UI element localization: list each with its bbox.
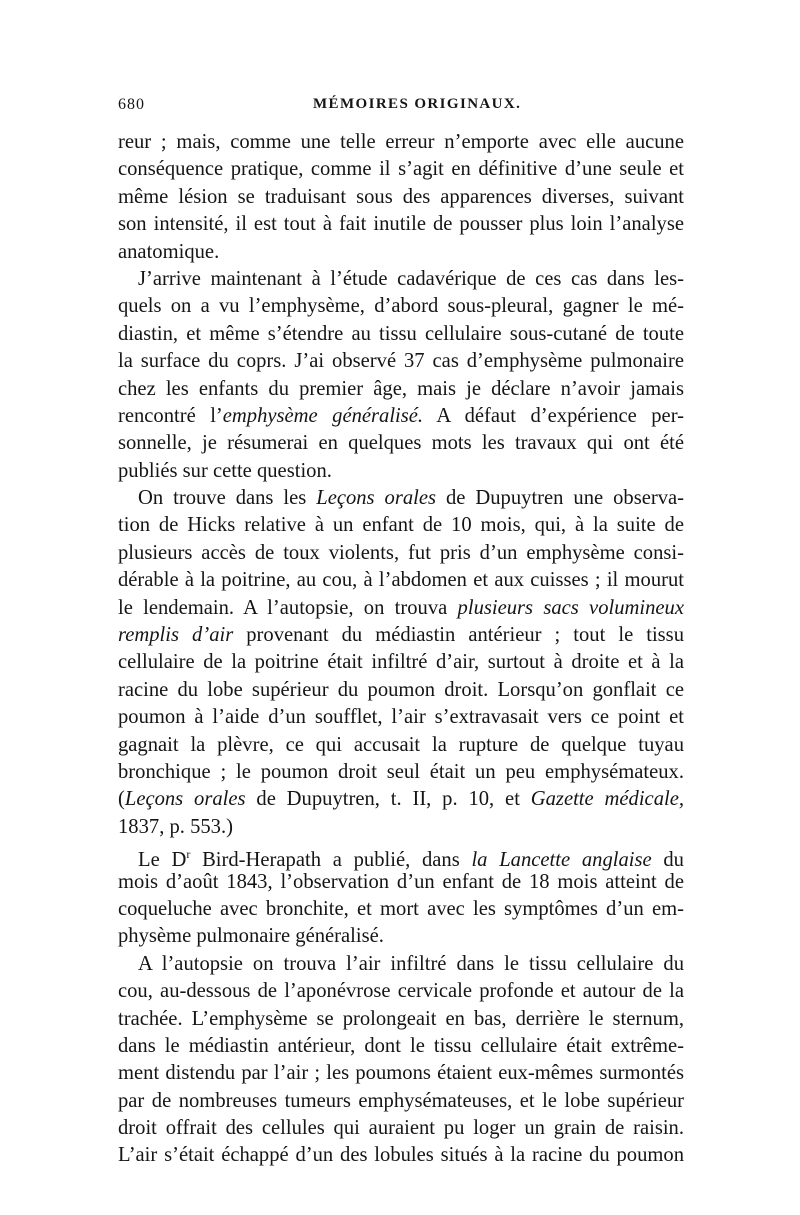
text-line: cellulaire de la poitrine était infiltré d’air, surtout à droite et à la bbox=[118, 651, 684, 674]
text-line: dans le médiastin antérieur, dont le tissu cellulaire était extrême- bbox=[118, 1034, 684, 1057]
text-line: gagnait la plèvre, ce qui accusait la rupture de quelque tuyau bbox=[118, 733, 684, 756]
text-line: la surface du coprs. J’ai observé 37 cas d’emphysème pulmonaire bbox=[118, 350, 684, 373]
text-segment: de Dupuytren, t. II, p. 10, et bbox=[245, 788, 531, 811]
body-text bbox=[118, 129, 684, 1170]
text-line: bronchique ; le poumon droit seul était un peu emphysémateux. bbox=[118, 760, 684, 783]
italic-term: Leçons orales bbox=[316, 487, 437, 510]
text-line: son intensité, il est tout à fait inutile de pousser plus loin l’analyse bbox=[118, 213, 684, 236]
text-segment: provenant du médiastin antérieur ; tout le tissu bbox=[233, 624, 684, 647]
text-line: A l’autopsie on trouva l’air infiltré dans le tissu cellulaire du bbox=[138, 952, 684, 975]
text-segment: On trouve dans les bbox=[138, 487, 317, 510]
text-line bbox=[118, 403, 684, 430]
text-line: quels on a vu l’emphysème, d’abord sous-pleural, gagner le mé- bbox=[118, 295, 684, 318]
text-line: ment distendu par l’air ; les poumons étaient eux-mêmes surmontés bbox=[118, 1062, 684, 1085]
text-line: 1837, p. 553.) bbox=[118, 815, 233, 838]
text-line: poumon à l’aide d’un soufflet, l’air s’extravasait vers ce point et bbox=[118, 706, 684, 729]
italic-term: emphysème généralisé. bbox=[222, 404, 424, 427]
text-segment: de Dupuytren une observa- bbox=[436, 487, 685, 510]
text-line: par de nombreuses tumeurs emphysémateuses, et le lobe supérieur bbox=[118, 1089, 684, 1112]
text-line: même lésion se traduisant sous des apparences diverses, suivant bbox=[118, 185, 684, 208]
text-line: conséquence pratique, comme il s’agit en définitive d’une seule et bbox=[118, 158, 684, 181]
italic-term: plusieurs sacs volumineux bbox=[457, 596, 684, 619]
text-line: dérable à la poitrine, au cou, à l’abdomen et aux cuisses ; il mourut bbox=[118, 569, 684, 592]
text-line: L’air s’était échappé d’un des lobules situés à la racine du poumon bbox=[118, 1144, 684, 1167]
text-segment: ( bbox=[118, 788, 125, 811]
text-line: cou, au-dessous de l’aponévrose cervicale profonde et autour de la bbox=[118, 980, 684, 1003]
page-header bbox=[118, 96, 684, 118]
text-line bbox=[118, 595, 684, 622]
text-line: mois d’août 1843, l’observation d’un enfant de 18 mois atteint de bbox=[118, 870, 684, 893]
text-line bbox=[118, 786, 684, 813]
text-line: J’arrive maintenant à l’étude cadavérique de ces cas dans les- bbox=[138, 267, 684, 290]
italic-term: Leçons orales bbox=[124, 788, 246, 811]
text-segment: Bird-Herapath a publié, dans bbox=[190, 849, 472, 872]
italic-term: la Lancette anglaise bbox=[471, 849, 652, 872]
text-segment: rencontré l’ bbox=[118, 404, 223, 427]
text-line bbox=[118, 485, 684, 512]
text-line: sonnelle, je résumerai en quelques mots les travaux qui ont été bbox=[118, 432, 684, 455]
italic-term: Gazette médicale, bbox=[530, 788, 684, 811]
text-line: chez les enfants du premier âge, mais je déclare n’avoir jamais bbox=[118, 377, 684, 400]
text-line bbox=[118, 841, 684, 872]
page-number: 680 bbox=[118, 96, 145, 113]
text-segment: Le D bbox=[138, 849, 187, 872]
text-line: publiés sur cette question. bbox=[118, 459, 332, 482]
text-line: trachée. L’emphysème se prolongeait en bas, derrière le sternum, bbox=[118, 1007, 684, 1030]
text-line: coqueluche avec bronchite, et mort avec les symptômes d’un em- bbox=[118, 897, 684, 920]
text-segment: du bbox=[651, 849, 684, 872]
text-line bbox=[118, 622, 684, 649]
text-line: physème pulmonaire généralisé. bbox=[118, 925, 384, 948]
text-segment: A défaut d’expérience per- bbox=[423, 404, 684, 427]
text-line: anatomique. bbox=[118, 240, 220, 263]
text-line: reur ; mais, comme une telle erreur n’emporte avec elle aucune bbox=[118, 131, 684, 153]
text-line: tion de Hicks relative à un enfant de 10 mois, qui, à la suite de bbox=[118, 514, 684, 537]
text-line: droit offrait des cellules qui auraient pu loger un grain de raisin. bbox=[118, 1117, 684, 1140]
text-line: plusieurs accès de toux violents, fut pris d’un emphysème consi- bbox=[118, 541, 684, 564]
superscript: r bbox=[186, 847, 191, 862]
text-line: diastin, et même s’étendre au tissu cellulaire sous-cutané de toute bbox=[118, 322, 684, 345]
text-line: racine du lobe supérieur du poumon droit. Lorsqu’on gonflait ce bbox=[118, 678, 684, 701]
running-title: MÉMOIRES ORIGINAUX. bbox=[313, 96, 522, 112]
italic-term: remplis d’air bbox=[118, 624, 234, 647]
text-segment: le lendemain. A l’autopsie, on trouva bbox=[118, 596, 458, 619]
